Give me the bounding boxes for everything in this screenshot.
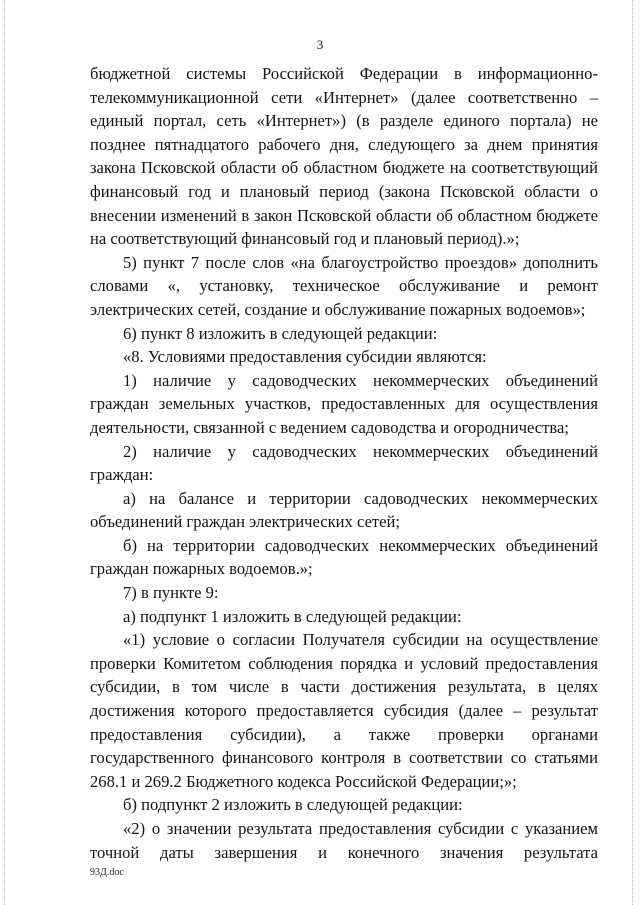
page-number: 3 bbox=[316, 37, 324, 52]
scan-edge-left bbox=[4, 0, 6, 905]
paragraph-clause-8: «8. Условиями предоставления субсидии являются: bbox=[123, 347, 487, 367]
paragraph-item-7: 7) в пункте 9: bbox=[123, 583, 219, 603]
paragraph-subitem-b: б) подпункт 2 изложить в следующей редакции: bbox=[123, 795, 463, 815]
paragraph-subclause-2: «2) о значении результата предоставления субсидии с указанием точной даты завершения и конечного значения результата bbox=[90, 819, 598, 862]
document-body bbox=[90, 62, 598, 864]
paragraph-continuation: бюджетной системы Российской Федерации в информационно-телекоммуникационной сети «Интернет» (далее соответственно – единый портал, сеть «Интернет») (в разделе единого портала) не позднее пятнадцатого рабочего дня, следующего за днем принятия закона Псковской области об областном бюджете на соответствующий финансовый год и плановый период (закона Псковской области о внесении изменений в закон Псковской области об областном бюджете на соответствующий финансовый год и плановый период).»; bbox=[90, 64, 598, 249]
paragraph-item-5: 5) пункт 7 после слов «на благоустройство проездов» дополнить словами «, установку, техническое обслуживание и ремонт электрических сетей, создание и обслуживание пожарных водоемов»; bbox=[90, 252, 598, 319]
paragraph-condition-1: 1) наличие у садоводческих некоммерческих объединений граждан земельных участков, предоставленных для осуществления деятельности, связанной с ведением садоводства и огородничества; bbox=[90, 370, 598, 437]
paragraph-condition-2: 2) наличие у садоводческих некоммерческих объединений граждан: bbox=[90, 441, 598, 485]
paragraph-subitem-a: а) подпункт 1 изложить в следующей редакции: bbox=[123, 606, 462, 626]
paragraph-item-6: 6) пункт 8 изложить в следующей редакции: bbox=[123, 323, 438, 343]
paragraph-subclause-1: «1) условие о согласии Получателя субсидии на осуществление проверки Комитетом соблюдения порядка и условий предоставления субсидии, в том числе в части достижения результата, в целях достижения которого предоставляется субсидия (далее – результат предоставления субсидии), а также проверки органами государственного финансового контроля в соответствии со статьями 268.1 и 269.2 Бюджетного кодекса Российской Федерации;»; bbox=[90, 630, 598, 791]
paragraph-condition-2b: б) на территории садоводческих некоммерческих объединений граждан пожарных водоемов.»; bbox=[90, 535, 598, 579]
footer-filename: 93Д.doc bbox=[90, 867, 124, 878]
paragraph-condition-2a: а) на балансе и территории садоводческих некоммерческих объединений граждан электрических сетей; bbox=[90, 488, 598, 532]
scan-edge-right bbox=[632, 0, 634, 905]
